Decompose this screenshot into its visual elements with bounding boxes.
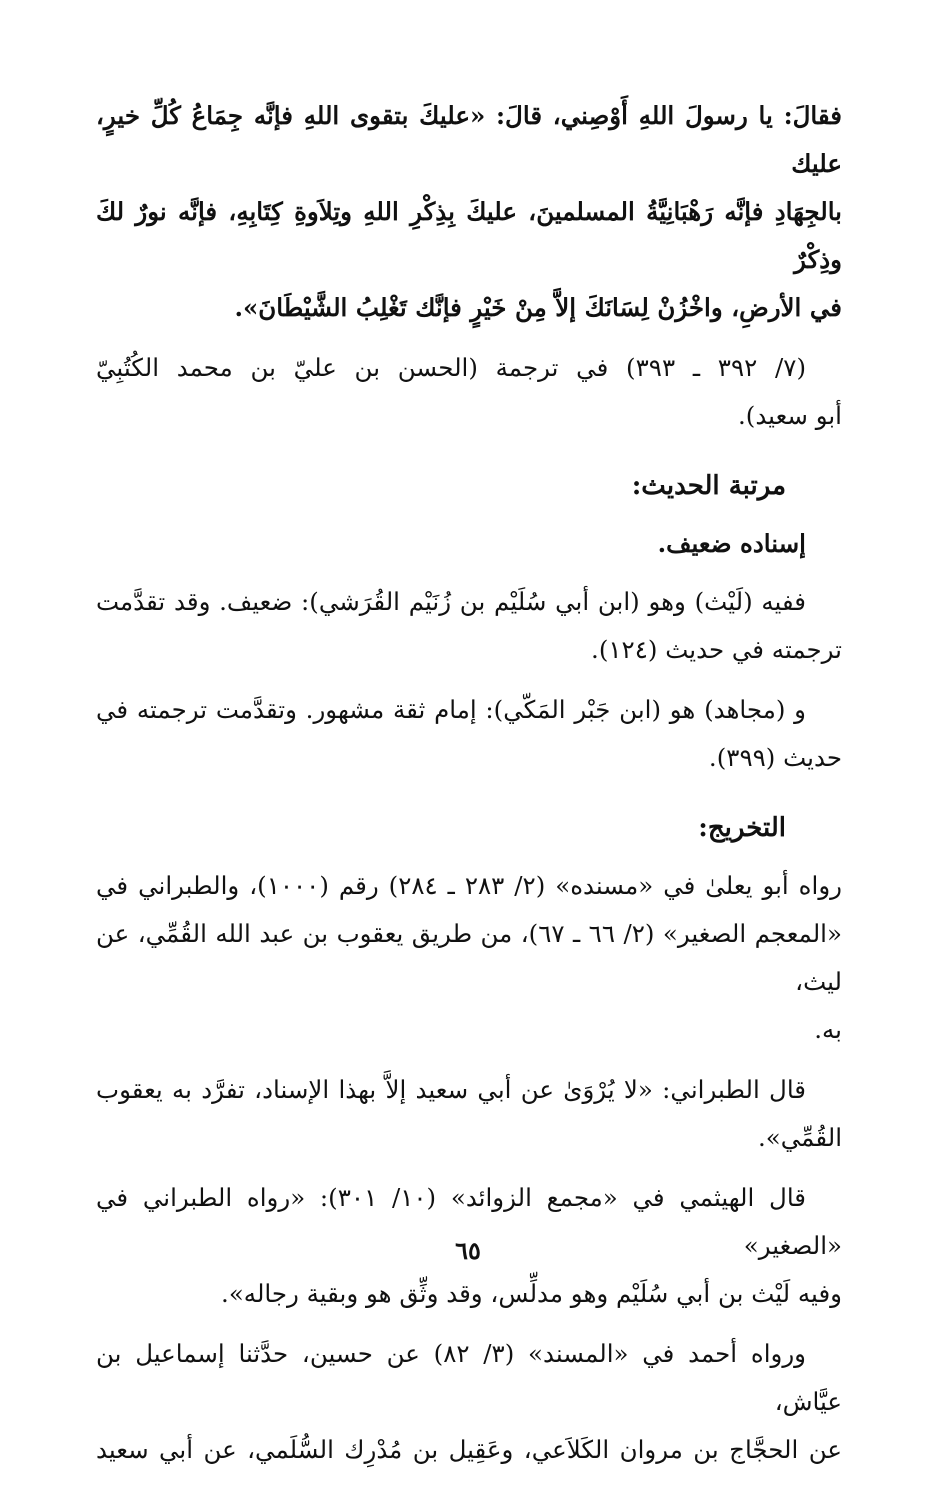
text-line: ورواه أحمد في «المسند» (٣/ ٨٢) عن حسين، حدَّثنا إسماعيل بن عيَّاش، <box>96 1339 842 1416</box>
ahmad-narration-paragraph <box>96 1330 842 1474</box>
text-line: ترجمته في حديث (١٢٤). <box>591 635 842 664</box>
text-line: و (مجاهد) هو (ابن جَبْر المَكّي): إمام ثقة مشهور. وتقدَّمت ترجمته في <box>96 695 806 724</box>
grade-statement: إسناده ضعيف. <box>657 529 806 558</box>
tabarani-quote-paragraph <box>96 1066 842 1162</box>
text-line: بالجِهَادِ فإنَّه رَهْبَانِيَّةُ المسلمينَ، عليكَ بِذِكْرِ اللهِ وتِلاَوةِ كِتَابِهِ، فإنَّه نورٌ لكَ وذِكْرٌ <box>96 197 842 274</box>
text-line: أبو سعيد). <box>737 401 842 430</box>
text-line: عن الحجَّاج بن مروان الكَلاَعي، وعَقِيل بن مُدْرِك السُّلَمي، عن أبي سعيد <box>96 1435 842 1464</box>
narrator-mujahid-paragraph <box>96 686 842 782</box>
section-heading-grade: مرتبة الحديث: <box>631 471 786 501</box>
hadith-text-paragraph <box>96 92 842 332</box>
section-heading-takhrij: التخريج: <box>698 813 786 843</box>
text-line: به. <box>814 1015 842 1044</box>
text-line: في الأرضِ، واخْزُنْ لِسَانَكَ إلاَّ مِنْ خَيْرٍ فإنَّك تَغْلِبُ الشَّيْطَانَ». <box>234 293 842 322</box>
text-line: ففيه (لَيْث) وهو (ابن أبي سُلَيْم بن زُنَيْم القُرَشي): ضعيف. وقد تقدَّمت <box>96 587 806 616</box>
narrator-laith-paragraph <box>96 578 842 674</box>
takhrij-paragraph <box>96 862 842 1054</box>
source-reference-paragraph <box>96 344 842 440</box>
text-line: القُمِّي». <box>757 1123 842 1152</box>
text-line: قال الهيثمي في «مجمع الزوائد» (١٠/ ٣٠١): «رواه الطبراني في «الصغير» <box>96 1183 842 1260</box>
text-line: رواه أبو يعلىٰ في «مسنده» (٢/ ٢٨٣ ـ ٢٨٤) رقم (١٠٠٠)، والطبراني في <box>96 871 842 900</box>
text-line: (٧/ ٣٩٢ ـ ٣٩٣) في ترجمة (الحسن بن عليّ بن محمد الكُتُبِيّ <box>96 353 806 382</box>
text-line: فقالَ: يا رسولَ اللهِ أَوْصِني، قالَ: «عليكَ بتقوى اللهِ فإنَّه جِمَاعُ كُلِّ خيرٍ، عليك <box>96 101 842 178</box>
text-line: وفيه لَيْث بن أبي سُلَيْم وهو مدلِّس، وقد وثِّق هو وبقية رجاله». <box>221 1279 842 1308</box>
text-line: قال الطبراني: «لا يُرْوَىٰ عن أبي سعيد إلاَّ بهذا الإسناد، تفرَّد به يعقوب <box>96 1075 806 1104</box>
document-page <box>96 92 842 1486</box>
page-number: ٦٥ <box>455 1236 481 1265</box>
text-line: «المعجم الصغير» (٢/ ٦٦ ـ ٦٧)، من طريق يعقوب بن عبد الله القُمِّي، عن ليث، <box>96 919 842 996</box>
text-line: حديث (٣٩٩). <box>708 743 842 772</box>
